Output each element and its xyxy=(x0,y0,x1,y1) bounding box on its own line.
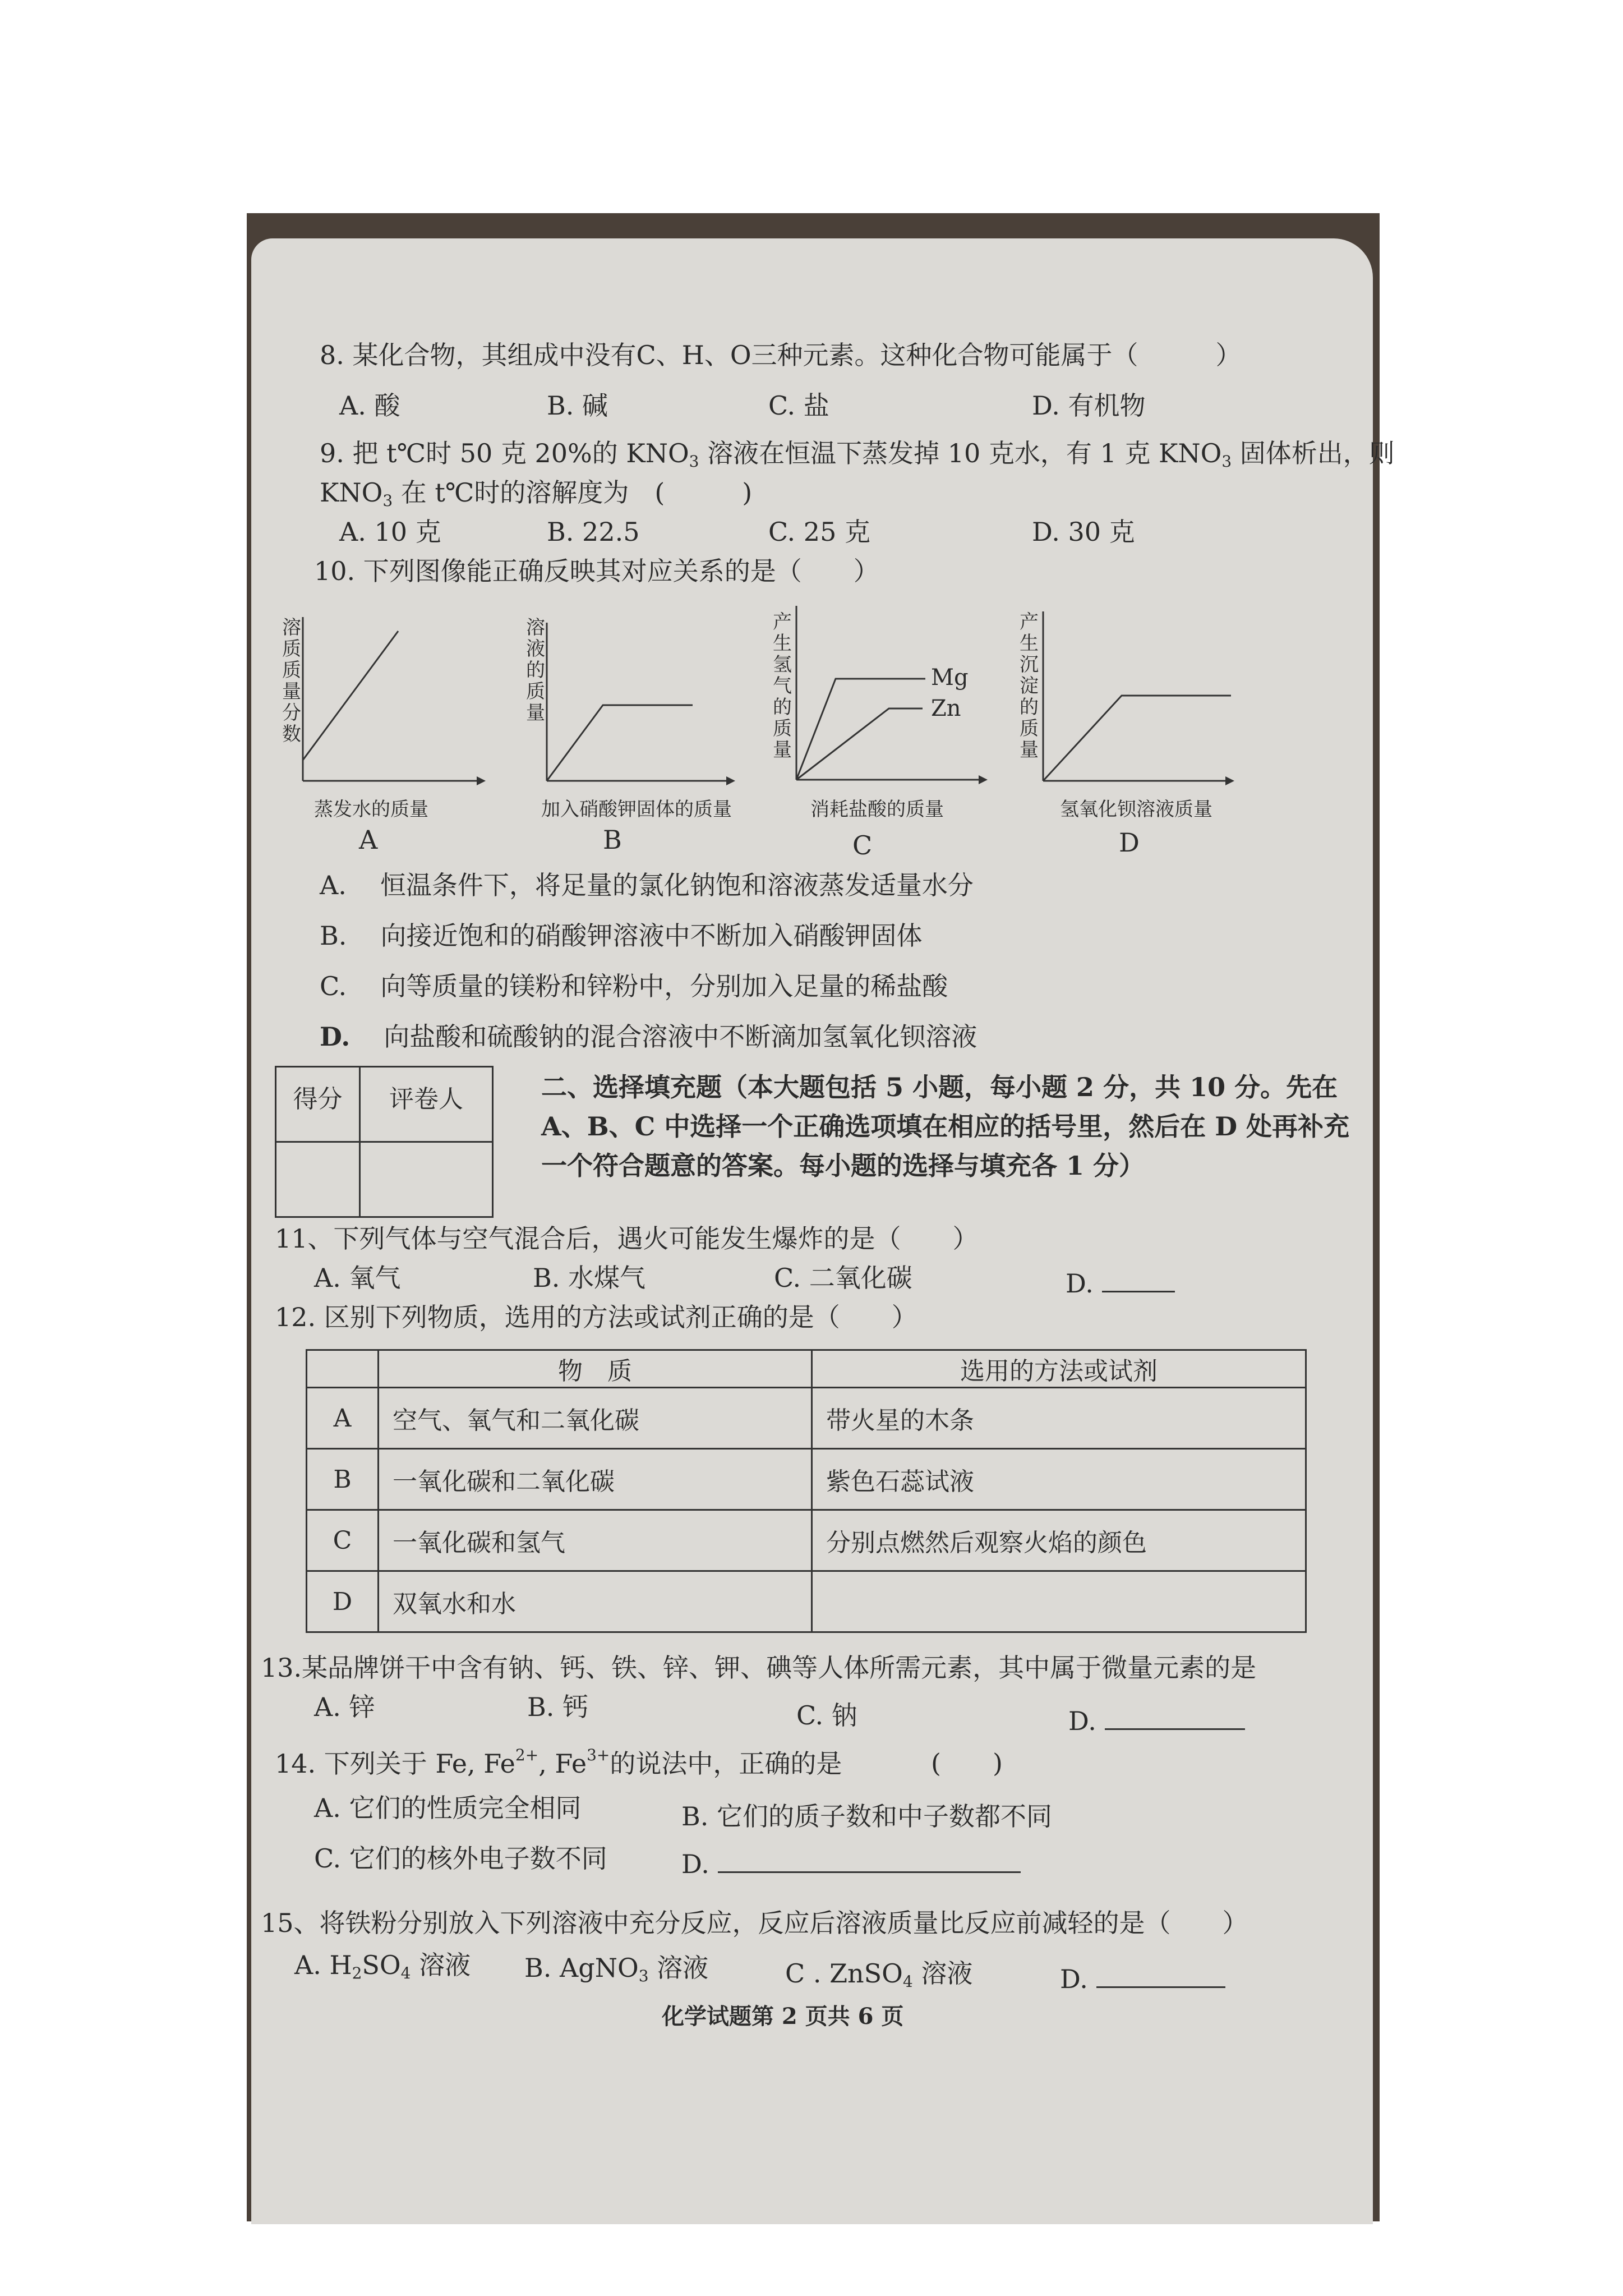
score-box xyxy=(275,1066,494,1218)
q13-option-d: D. xyxy=(1068,1708,1245,1734)
q8-stem: 8. 某化合物，其组成中没有C、H、O三种元素。这种化合物可能属于（ ） xyxy=(320,340,1242,370)
q14-answer-paren[interactable]: ( ) xyxy=(931,1748,1003,1778)
graph-a-ylabel: 溶质质量分数 xyxy=(282,616,301,746)
graph-b-xlabel: 加入硝酸钾固体的质量 xyxy=(541,798,732,821)
q12-row-letter: B xyxy=(307,1449,379,1510)
q14-option-a: A. 它们的性质完全相同 xyxy=(314,1793,582,1823)
q12-header-method: 选用的方法或试剂 xyxy=(812,1350,1306,1388)
q10-stem: 10. 下列图像能正确反映其对应关系的是（ ） xyxy=(314,556,879,586)
q11-option-b: B. 水煤气 xyxy=(533,1263,646,1293)
q11-option-c: C. 二氧化碳 xyxy=(774,1263,912,1293)
q15-option-d: D. xyxy=(1060,1966,1225,1992)
q12-row-method: 分别点燃然后观察火焰的颜色 xyxy=(812,1510,1306,1571)
q14-option-c: C. 它们的核外电子数不同 xyxy=(314,1843,607,1874)
q13-option-b: B. 钙 xyxy=(527,1692,589,1722)
q14-answer-blank[interactable] xyxy=(718,1871,1021,1873)
q12-row-a xyxy=(307,1388,1306,1449)
graph-a-curve xyxy=(303,631,398,760)
graph-d-plot xyxy=(1018,600,1253,791)
q8-option-d: D. 有机物 xyxy=(1032,390,1146,421)
q12-row-substance: 一氧化碳和二氧化碳 xyxy=(379,1449,812,1510)
q12-row-b xyxy=(307,1449,1306,1510)
grader-label: 评卷人 xyxy=(360,1067,493,1142)
graph-a xyxy=(280,606,494,841)
q9-option-c: C. 25 克 xyxy=(768,517,870,547)
graph-d-xlabel: 氢氧化钡溶液质量 xyxy=(1060,798,1212,821)
q12-row-substance: 空气、氧气和二氧化碳 xyxy=(379,1388,812,1449)
q11-answer-blank[interactable] xyxy=(1102,1291,1175,1292)
q13-option-c: C. 钠 xyxy=(796,1700,857,1731)
q9-stem-line2: $KNO_3$ 在 t℃时的溶解度为 ( ) xyxy=(320,477,753,510)
q11-option-a: A. 氧气 xyxy=(314,1263,401,1293)
q12-row-c xyxy=(307,1510,1306,1571)
graph-c-ylabel: 产生氢气的质量 xyxy=(773,611,792,761)
graph-b-ylabel: 溶液的质量 xyxy=(526,616,545,724)
page-footer: 化学试题第 2 页共 6 页 xyxy=(662,2003,904,2030)
graph-c-xlabel: 消耗盐酸的质量 xyxy=(810,798,944,821)
q12-row-method: 带火星的木条 xyxy=(812,1388,1306,1449)
q8-option-b: B. 碱 xyxy=(547,390,608,421)
graph-a-plot xyxy=(280,606,494,791)
q10-option-b: B. 向接近饱和的硝酸钾溶液中不断加入硝酸钾固体 xyxy=(320,921,923,951)
q15-option-c: C . ZnSO$_4$ 溶液 xyxy=(785,1958,973,1991)
q10-option-c: C. 向等质量的镁粉和锌粉中，分别加入足量的稀盐酸 xyxy=(320,971,948,1001)
q12-row-d xyxy=(307,1571,1306,1632)
q15-option-a: A. $H_2SO_4$ 溶液 xyxy=(294,1950,471,1982)
q9-option-b: B. 22.5 xyxy=(547,517,640,547)
graph-a-x-arrow xyxy=(477,776,486,785)
q14-option-d: D. xyxy=(681,1851,1021,1877)
q12-row-method: 紫色石蕊试液 xyxy=(812,1449,1306,1510)
q12-row-substance: 一氧化碳和氢气 xyxy=(379,1510,812,1571)
q10-option-d: D. 向盐酸和硫酸钠的混合溶液中不断滴加氢氧化钡溶液 xyxy=(320,1022,978,1052)
q12-row-substance: 双氧水和水 xyxy=(379,1571,812,1632)
graph-b xyxy=(524,606,760,841)
graph-d xyxy=(1018,600,1253,841)
q13-stem: 13.某品牌饼干中含有钠、钙、铁、锌、钾、碘等人体所需元素，其中属于微量元素的是 xyxy=(261,1653,1257,1683)
q15-stem: 15、将铁粉分别放入下列溶液中充分反应，反应后溶液质量比反应前减轻的是（ ） xyxy=(261,1908,1248,1938)
q10-option-a: A. 恒温条件下，将足量的氯化钠饱和溶液蒸发适量水分 xyxy=(320,870,974,900)
q12-table xyxy=(306,1349,1307,1633)
q12-stem: 12. 区别下列物质，选用的方法或试剂正确的是（ ） xyxy=(275,1302,917,1332)
graph-b-letter: B xyxy=(603,825,622,855)
q15-answer-blank[interactable] xyxy=(1096,1986,1225,1988)
q8-option-c: C. 盐 xyxy=(768,390,829,421)
q9-option-a: A. 10 克 xyxy=(339,517,441,547)
graph-d-curve xyxy=(1043,696,1231,781)
graph-c-plot xyxy=(771,595,1007,791)
graph-c-series-mg: Mg xyxy=(931,665,969,691)
q12-header-substance: 物 质 xyxy=(379,1350,812,1388)
q12-row-letter: C xyxy=(307,1510,379,1571)
graph-c xyxy=(771,595,1007,841)
q13-answer-blank[interactable] xyxy=(1105,1728,1245,1730)
q14-stem: 14. 下列关于 Fe, $Fe^{2+}$, $Fe^{3+}$的说法中，正确的是 xyxy=(275,1746,842,1779)
q12-header-row xyxy=(307,1350,1306,1388)
q11-stem: 11、下列气体与空气混合后，遇火可能发生爆炸的是（ ） xyxy=(275,1223,979,1254)
q12-header-blank xyxy=(307,1350,379,1388)
graph-d-ylabel: 产生沉淀的质量 xyxy=(1020,611,1039,761)
graph-d-letter: D xyxy=(1119,827,1140,858)
q13-option-a: A. 锌 xyxy=(314,1692,375,1722)
q11-option-d: D. xyxy=(1066,1271,1175,1296)
section2-heading-line1: 二、选择填充题（本大题包括 5 小题，每小题 2 分，共 10 分。先在 xyxy=(541,1072,1338,1102)
graph-c-letter: C xyxy=(852,830,873,861)
q9-stem-line1: 9. 把 t℃时 50 克 20%的 $KNO_3$ 溶液在恒温下蒸发掉 10 克水，有 1 克 $KNO_3$ 固体析出，则 xyxy=(320,438,1395,471)
graph-c-series-zn: Zn xyxy=(931,696,961,721)
graph-b-curve xyxy=(547,705,693,781)
graph-b-x-arrow xyxy=(726,776,735,785)
graph-b-plot xyxy=(524,606,760,791)
graph-c-x-arrow xyxy=(979,775,988,784)
q14-option-b: B. 它们的质子数和中子数都不同 xyxy=(681,1801,1053,1832)
section2-heading-line3: 一个符合题意的答案。每小题的选择与填充各 1 分） xyxy=(541,1151,1145,1181)
section2-heading-line2: A、B、C 中选择一个正确选项填在相应的括号里，然后在 D 处再补充 xyxy=(541,1111,1350,1142)
graph-c-curve-zn xyxy=(796,708,923,780)
score-cell xyxy=(276,1142,360,1217)
q15-option-b: B. AgNO$_3$ 溶液 xyxy=(524,1953,709,1985)
graph-d-x-arrow xyxy=(1225,776,1234,785)
graph-a-xlabel: 蒸发水的质量 xyxy=(314,798,428,821)
grader-cell xyxy=(360,1142,493,1217)
graph-a-letter: A xyxy=(359,825,378,855)
q8-option-a: A. 酸 xyxy=(339,390,400,421)
q12-row-method-blank[interactable] xyxy=(812,1571,1306,1632)
q9-option-d: D. 30 克 xyxy=(1032,517,1135,547)
q12-row-letter: A xyxy=(307,1388,379,1449)
score-label: 得分 xyxy=(276,1067,360,1142)
q12-row-letter: D xyxy=(307,1571,379,1632)
